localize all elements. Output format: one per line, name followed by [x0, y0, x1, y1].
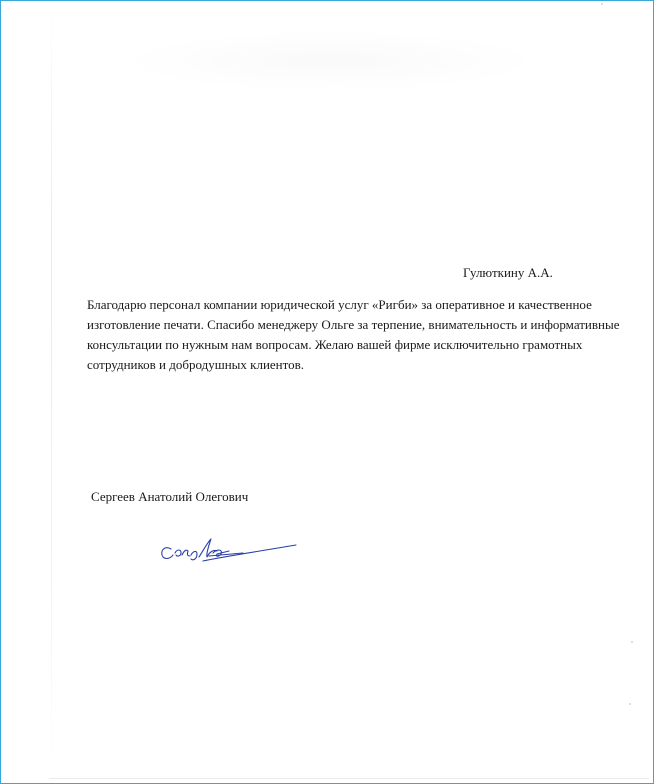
handwritten-signature-icon: [151, 529, 301, 569]
scan-edge-bottom: [49, 778, 649, 779]
addressee-line: Гулюткину А.А.: [463, 265, 553, 280]
scan-speck: [629, 703, 631, 705]
scan-edge-left: [51, 1, 52, 783]
scan-speck: [631, 641, 633, 643]
scan-shadow: [121, 31, 541, 91]
letter-body: Благодарю персонал компании юридической услуг «Ригби» за оперативное и качественное изготовление печати. Спасибо менеджеру Ольге за терпение, внимательность и информативные консультации по нужным нам вопросам. Желаю вашей фирме исключительно грамотных сотрудников и добродушных клиентов.: [87, 297, 620, 372]
scan-speck: [601, 3, 603, 5]
signer-name: Сергеев Анатолий Олегович: [91, 489, 249, 504]
